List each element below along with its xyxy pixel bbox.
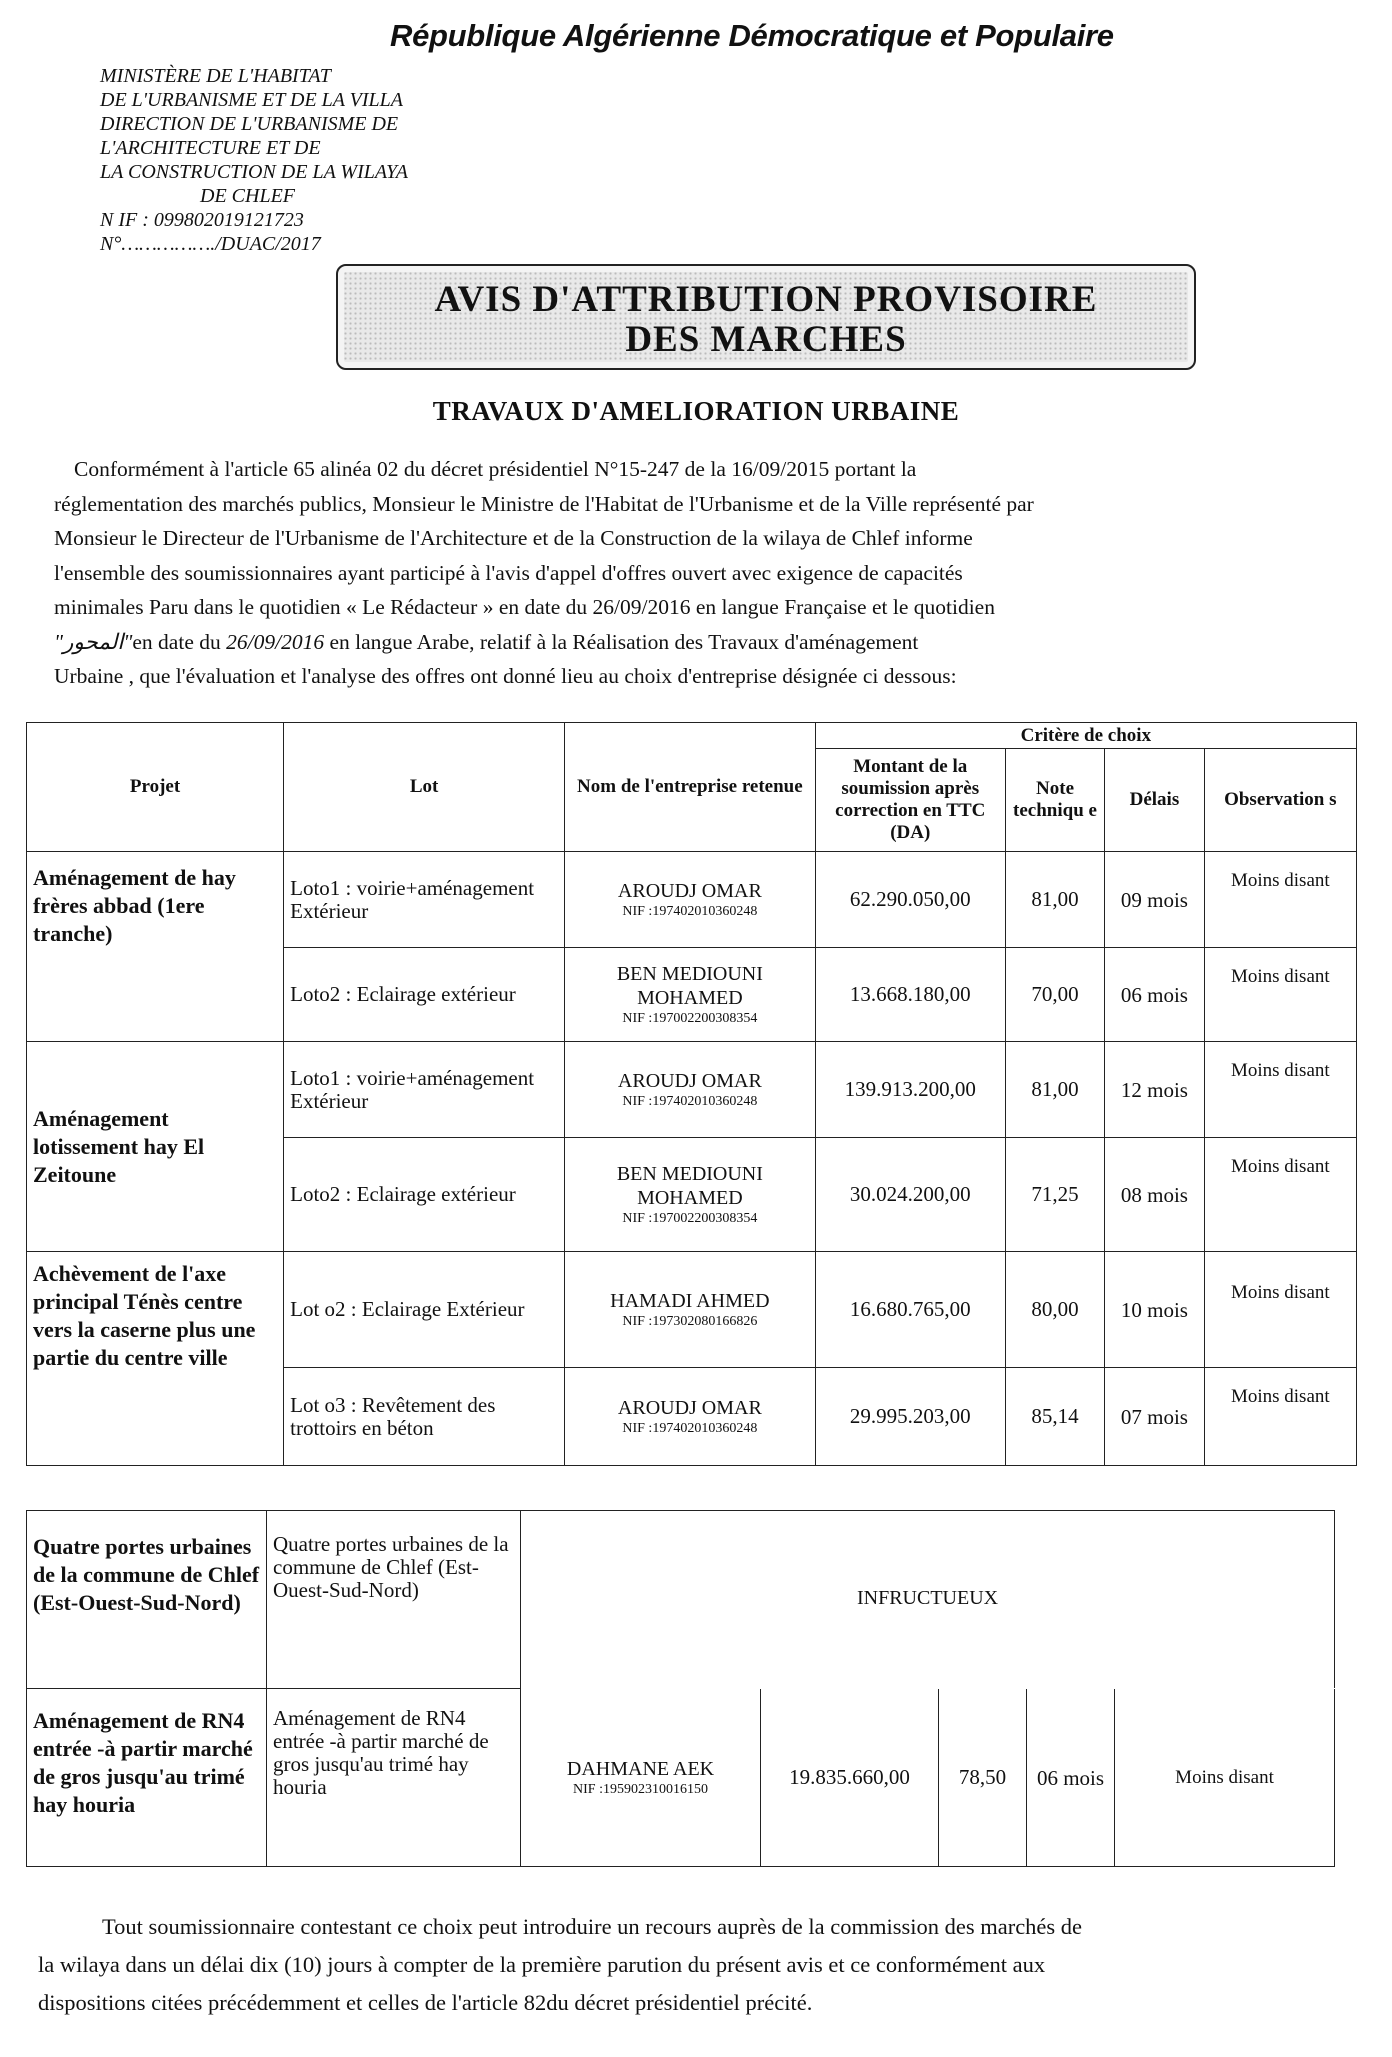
observation-cell: Moins disant: [1204, 1252, 1356, 1368]
projet-cell: Achèvement de l'axe principal Ténès centre vers la caserne plus une partie du centre ville: [27, 1252, 284, 1466]
header-observations: Observation s: [1204, 749, 1356, 852]
status-infructueux: INFRUCTUEUX: [521, 1511, 1335, 1689]
lot-cell: Lot o2 : Eclairage Extérieur: [284, 1252, 565, 1368]
entreprise-nif: NIF :197302080166826: [622, 1313, 758, 1329]
title-banner: [336, 264, 1196, 370]
entreprise-cell: [565, 1252, 816, 1368]
montant-cell: 13.668.180,00: [815, 948, 1005, 1042]
lot-cell: Lot o3 : Revêtement des trottoirs en béton: [284, 1368, 565, 1466]
title-line-1: AVIS D'ATTRIBUTION PROVISOIRE: [434, 279, 1098, 320]
entreprise-name: HAMADI AHMED: [610, 1289, 770, 1312]
entreprise-name: BEN MEDIOUNI MOHAMED: [616, 1162, 763, 1209]
closing-paragraph: [38, 1908, 1368, 2022]
intro-line: Urbaine , que l'évaluation et l'analyse des offres ont donné lieu au choix d'entreprise désignée ci dessous:: [54, 664, 957, 688]
intro-text: en date du: [132, 629, 227, 654]
lot-cell: Loto1 : voirie+aménagement Extérieur: [284, 852, 565, 948]
entreprise-cell: [521, 1689, 761, 1867]
entreprise-cell: [565, 948, 816, 1042]
attribution-table-2: [26, 1510, 1335, 1867]
intro-date: 26/09/2016: [226, 629, 325, 654]
observation-cell: Moins disant: [1204, 948, 1356, 1042]
entreprise-cell: [565, 1138, 816, 1252]
attribution-table: [26, 722, 1357, 1466]
note-cell: 81,00: [1005, 852, 1104, 948]
projet-cell: Quatre portes urbaines de la commune de Chlef (Est-Ouest-Sud-Nord): [27, 1511, 267, 1689]
entreprise-cell: [565, 852, 816, 948]
lot-cell: Loto2 : Eclairage extérieur: [284, 1138, 565, 1252]
ministry-line: L'ARCHITECTURE ET DE: [100, 137, 321, 159]
intro-line: l'ensemble des soumissionnaires ayant participé à l'avis d'appel d'offres ouvert avec exigence de capacités: [54, 560, 963, 585]
note-cell: 78,50: [939, 1689, 1027, 1867]
lot-cell: Aménagement de RN4 entrée -à partir marché de gros jusqu'au trimé hay houria: [267, 1689, 521, 1867]
entreprise-cell: [565, 1042, 816, 1138]
delais-cell: 06 mois: [1027, 1689, 1115, 1867]
entreprise-name: AROUDJ OMAR: [617, 879, 762, 902]
reference-number: N°……………./DUAC/2017: [100, 233, 321, 255]
delais-cell: 12 mois: [1105, 1042, 1204, 1138]
ministry-line: DIRECTION DE L'URBANISME DE: [100, 113, 399, 135]
observation-cell: Moins disant: [1204, 1138, 1356, 1252]
page-subtitle: TRAVAUX D'AMELIORATION URBAINE: [432, 396, 960, 426]
table-row: [27, 1511, 1335, 1689]
ministry-block: [100, 64, 408, 256]
montant-cell: 139.913.200,00: [815, 1042, 1005, 1138]
delais-cell: 08 mois: [1105, 1138, 1204, 1252]
entreprise-nif: NIF :197402010360248: [622, 903, 758, 919]
observation-cell: Moins disant: [1204, 1368, 1356, 1466]
header-criteria: Critère de choix: [815, 723, 1356, 749]
observation-cell: Moins disant: [1204, 852, 1356, 948]
montant-cell: 29.995.203,00: [815, 1368, 1005, 1466]
projet-cell: Aménagement de RN4 entrée -à partir marché de gros jusqu'au trimé hay houria: [27, 1689, 267, 1867]
republic-heading: République Algérienne Démocratique et Populaire: [390, 18, 1114, 53]
ministry-line: LA CONSTRUCTION DE LA WILAYA: [100, 161, 408, 183]
entreprise-nif: NIF :197402010360248: [622, 1420, 758, 1436]
note-cell: 71,25: [1005, 1138, 1104, 1252]
entreprise-name: AROUDJ OMAR: [617, 1069, 762, 1092]
header-montant: Montant de la soumission après correction en TTC (DA): [815, 749, 1005, 852]
note-cell: 70,00: [1005, 948, 1104, 1042]
delais-cell: 09 mois: [1105, 852, 1204, 948]
intro-paragraph: [54, 452, 1354, 694]
projet-cell: Aménagement de hay frères abbad (1ere tranche): [27, 852, 284, 1042]
entreprise-name: BEN MEDIOUNI MOHAMED: [616, 962, 763, 1009]
header-entreprise: Nom de l'entreprise retenue: [565, 723, 816, 852]
lot-cell: Loto1 : voirie+aménagement Extérieur: [284, 1042, 565, 1138]
header-note: Note techniqu e: [1005, 749, 1104, 852]
lot-cell: Quatre portes urbaines de la commune de Chlef (Est-Ouest-Sud-Nord): [267, 1511, 521, 1689]
header-delais: Délais: [1105, 749, 1204, 852]
delais-cell: 06 mois: [1105, 948, 1204, 1042]
closing-line: la wilaya dans un délai dix (10) jours à compter de la première parution du présent avis et ce conformément aux: [38, 1952, 1046, 1977]
table-row: [27, 852, 1357, 948]
ministry-line: DE CHLEF: [200, 185, 295, 207]
delais-cell: 07 mois: [1105, 1368, 1204, 1466]
note-cell: 80,00: [1005, 1252, 1104, 1368]
entreprise-name: DAHMANE AEK: [566, 1757, 715, 1780]
nif-line: N IF : 099802019121723: [100, 209, 304, 231]
montant-cell: 16.680.765,00: [815, 1252, 1005, 1368]
note-cell: 85,14: [1005, 1368, 1104, 1466]
intro-line: réglementation des marchés publics, Monsieur le Ministre de l'Habitat de l'Urbanisme et de la Ville représenté par: [54, 491, 1034, 516]
montant-cell: 62.290.050,00: [815, 852, 1005, 948]
ministry-line: DE L'URBANISME ET DE LA VILLA: [100, 89, 403, 111]
intro-line: Monsieur le Directeur de l'Urbanisme de l'Architecture et de la Construction de la wilaya de Chlef informe: [54, 526, 973, 550]
entreprise-nif: NIF :197402010360248: [622, 1093, 758, 1109]
ministry-line: MINISTÈRE DE L'HABITAT: [100, 65, 331, 87]
projet-cell: Aménagement lotissement hay El Zeitoune: [27, 1042, 284, 1252]
arabic-newspaper-name: "المحور": [54, 629, 133, 654]
montant-cell: 30.024.200,00: [815, 1138, 1005, 1252]
closing-line: Tout soumissionnaire contestant ce choix peut introduire un recours auprès de la commission des marchés de: [102, 1914, 1083, 1939]
table-row: [27, 1689, 1335, 1867]
entreprise-nif: NIF :195902310016150: [573, 1781, 708, 1797]
entreprise-cell: [565, 1368, 816, 1466]
header-projet: Projet: [27, 723, 284, 852]
observation-cell: Moins disant: [1204, 1042, 1356, 1138]
intro-line: minimales Paru dans le quotidien « Le Rédacteur » en date du 26/09/2016 en langue Française et le quotidien: [54, 595, 995, 619]
header-lot: Lot: [284, 723, 565, 852]
note-cell: 81,00: [1005, 1042, 1104, 1138]
intro-line: Conformément à l'article 65 alinéa 02 du décret présidentiel N°15-247 de la 16/09/2015 portant la: [74, 457, 917, 481]
entreprise-nif: NIF :197002200308354: [622, 1210, 758, 1226]
intro-line: [54, 625, 1354, 660]
table-row: [27, 1042, 1357, 1138]
observation-cell: Moins disant: [1115, 1689, 1335, 1867]
montant-cell: 19.835.660,00: [761, 1689, 939, 1867]
table-row: [27, 1252, 1357, 1368]
delais-cell: 10 mois: [1105, 1252, 1204, 1368]
title-line-2: DES MARCHES: [625, 319, 907, 360]
entreprise-name: AROUDJ OMAR: [617, 1396, 762, 1419]
lot-cell: Loto2 : Eclairage extérieur: [284, 948, 565, 1042]
entreprise-nif: NIF :197002200308354: [622, 1010, 758, 1026]
closing-line: dispositions citées précédemment et celles de l'article 82du décret présidentiel précité.: [38, 1990, 813, 2015]
intro-text: en langue Arabe, relatif à la Réalisation des Travaux d'aménagement: [324, 629, 919, 654]
